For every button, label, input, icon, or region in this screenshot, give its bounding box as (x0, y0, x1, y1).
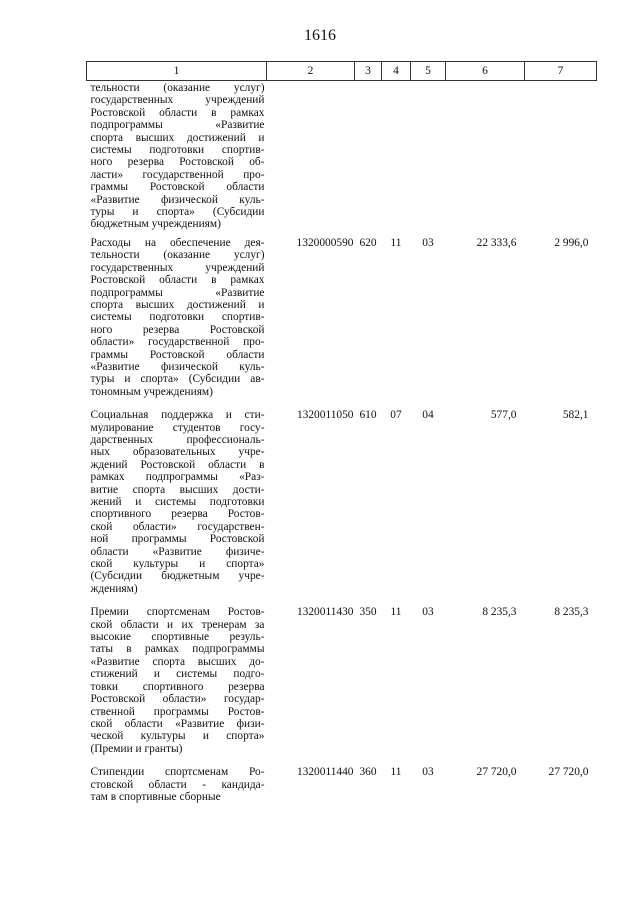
description-line: туры и спорта» (Субсидии (90, 206, 265, 219)
table-header-row (87, 62, 597, 81)
row-description (87, 81, 267, 231)
amount-col-6: 27 720,0 (476, 766, 517, 779)
description-line: дарственных профессиональ- (90, 433, 265, 446)
table-row (87, 760, 597, 808)
expense-type-code: 360 (359, 766, 377, 779)
description-line: ной программы Ростовской (90, 533, 265, 546)
target-article-code: 1320011440 (296, 766, 354, 779)
target-article-code: 1320000590 (296, 236, 354, 249)
amount-col-7: 582,1 (562, 409, 589, 422)
expense-type-code: 610 (359, 409, 377, 422)
description-line: ласти» государственной про- (90, 168, 265, 181)
description-line: тельности (оказание услуг) (90, 82, 265, 94)
description-line: Премии спортсменам Ростов- (90, 606, 265, 619)
section-code: 11 (390, 766, 402, 779)
amount-col-6: 577,0 (490, 409, 517, 422)
description-line: тельности (оказание услуг) (90, 249, 265, 262)
target-article-code (267, 81, 355, 231)
description-line: там в спортивные сборные (90, 790, 221, 803)
description-line: таты в рамках подпрограммы (90, 643, 265, 656)
budget-table (86, 61, 597, 808)
description-line: Стипендии спортсменам Ро- (90, 766, 265, 779)
column-header-1: 1 (87, 62, 267, 81)
description-line: ного резерва Ростовской об- (90, 156, 265, 169)
description-line: витие спорта высших дости- (90, 483, 265, 496)
target-article-code: 1320011430 (296, 606, 354, 619)
description-line: ных образовательных учре- (90, 446, 265, 459)
description-line: мулирование студентов госу- (90, 421, 265, 434)
row-description (87, 600, 267, 760)
description-line: (Премии и гранты) (90, 742, 183, 755)
description-line: «Развитие физической куль- (90, 360, 265, 373)
description-line: товки спортивного резерва (90, 680, 265, 693)
description-line: ственной программы Ростов- (90, 705, 265, 718)
column-header-4: 4 (382, 62, 411, 81)
column-header-6: 6 (446, 62, 525, 81)
section-code: 11 (390, 236, 402, 249)
amount-col-6: 8 235,3 (482, 606, 517, 619)
expense-type-code: 350 (359, 606, 377, 619)
description-line: спорта высших достижений и (90, 131, 265, 144)
section-code: 11 (390, 606, 402, 619)
description-line: Ростовской области в рамках (90, 274, 265, 287)
description-line: ской области и их тренерам за (90, 618, 265, 631)
expense-type-code: 620 (359, 236, 377, 249)
description-line: ного резерва Ростовской (90, 323, 265, 336)
description-line: Ростовской области» государ- (90, 693, 265, 706)
description-line: ской области «Развитие физи- (90, 717, 265, 730)
description-line: ческой культуры и спорта» (90, 730, 265, 743)
table-row (87, 600, 597, 760)
description-line: жений и системы подготовки (90, 496, 265, 508)
amount-col-6: 22 333,6 (476, 236, 517, 249)
description-line: бюджетным учреждениям) (90, 218, 221, 231)
table-row (87, 81, 597, 231)
description-line: государственных учреждений (90, 261, 265, 274)
description-line: рамках подпрограммы «Раз- (90, 471, 265, 484)
description-line: стижений и системы подго- (90, 668, 265, 681)
amount-col-6 (446, 81, 525, 231)
page-number: 1616 (304, 27, 336, 44)
subsection-code: 04 (422, 409, 434, 422)
column-header-3: 3 (355, 62, 382, 81)
column-header-2: 2 (267, 62, 355, 81)
table-row (87, 403, 597, 600)
subsection-code: 03 (422, 606, 434, 619)
description-line: туры и спорта» (Субсидии ав- (90, 373, 265, 386)
amount-col-7: 27 720,0 (548, 766, 589, 779)
subsection-code (411, 81, 446, 231)
expense-type-code (355, 81, 382, 231)
row-description (87, 403, 267, 600)
description-line: «Развитие спорта высших до- (90, 655, 265, 668)
subsection-code: 03 (422, 236, 434, 249)
amount-col-7 (525, 81, 597, 231)
description-line: Расходы на обеспечение дея- (90, 236, 265, 249)
description-line: государственных учреждений (90, 94, 265, 107)
description-line: граммы Ростовской области (90, 348, 265, 361)
description-line: ской области» государствен- (90, 520, 265, 533)
description-line: области «Развитие физиче- (90, 545, 265, 558)
description-line: подпрограммы «Развитие (90, 286, 265, 299)
table-row (87, 231, 597, 403)
amount-col-7: 8 235,3 (554, 606, 589, 619)
description-line: ждений Ростовской области в (90, 458, 265, 471)
description-line: Социальная поддержка и сти- (90, 409, 265, 422)
section-code (382, 81, 411, 231)
description-line: Ростовской области в рамках (90, 106, 265, 119)
description-line: «Развитие физической куль- (90, 193, 265, 206)
description-line: спорта высших достижений и (90, 298, 265, 311)
row-description (87, 760, 267, 808)
description-line: ждениям) (90, 582, 138, 595)
amount-col-7: 2 996,0 (554, 236, 589, 249)
target-article-code: 1320011050 (296, 409, 354, 422)
table-body (87, 81, 597, 809)
description-line: высокие спортивные резуль- (90, 631, 265, 644)
description-line: ской культуры и спорта» (90, 558, 265, 571)
row-description (87, 231, 267, 403)
column-header-5: 5 (411, 62, 446, 81)
description-line: области» государственной про- (90, 336, 265, 349)
description-line: (Субсидии бюджетным учре- (90, 570, 265, 583)
description-line: тономным учреждениям) (90, 385, 213, 398)
description-line: системы подготовки спортив- (90, 311, 265, 324)
description-line: спортивного резерва Ростов- (90, 508, 265, 521)
section-code: 07 (390, 409, 402, 422)
description-line: граммы Ростовской области (90, 181, 265, 194)
description-line: стовской области - кандида- (90, 778, 265, 791)
description-line: системы подготовки спортив- (90, 144, 265, 157)
column-header-7: 7 (525, 62, 597, 81)
subsection-code: 03 (422, 766, 434, 779)
description-line: подпрограммы «Развитие (90, 119, 265, 132)
